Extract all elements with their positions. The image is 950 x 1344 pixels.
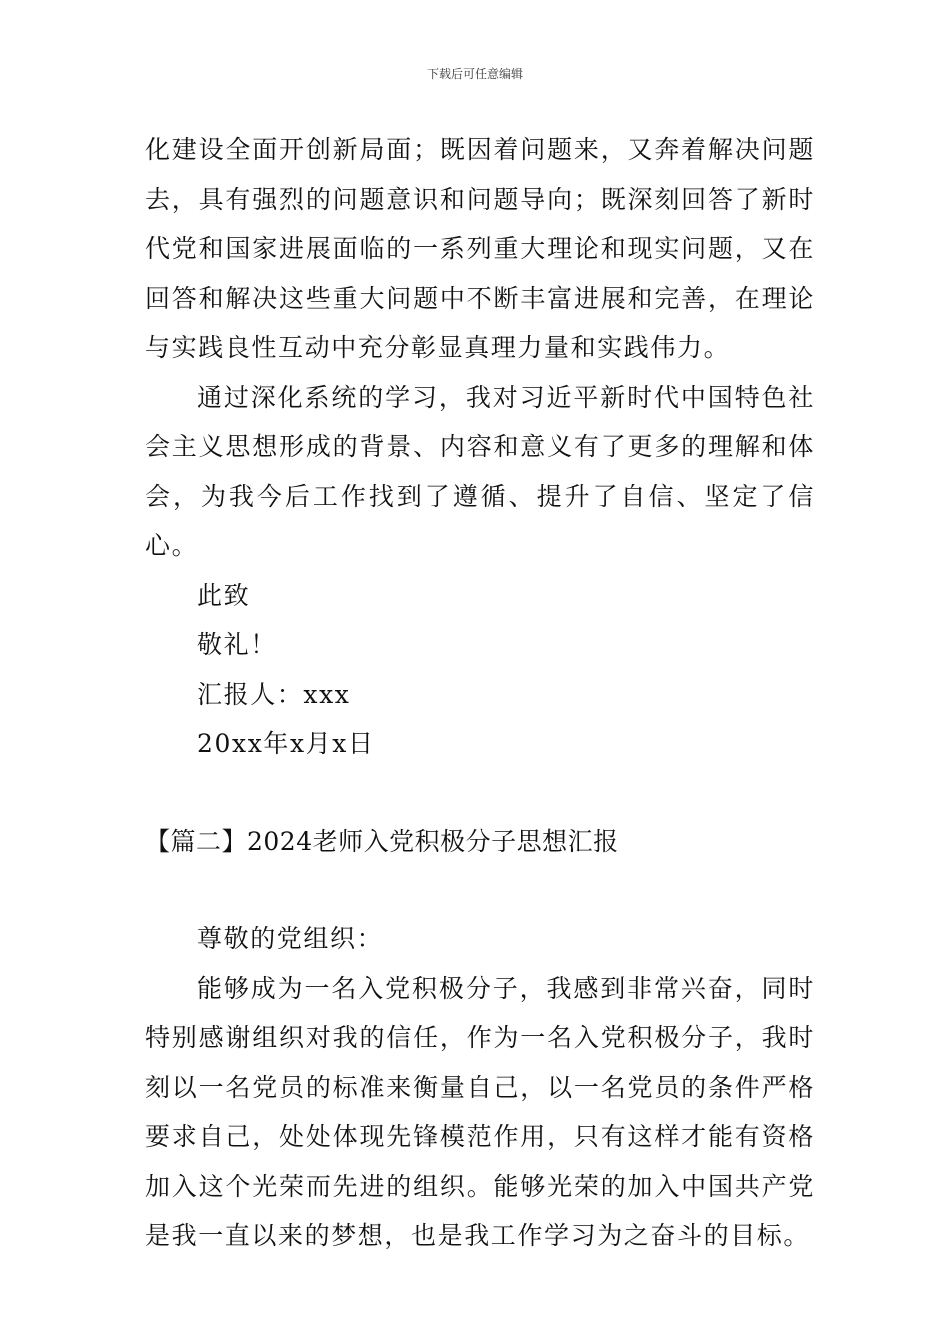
closing-jingli: 敬礼！ xyxy=(197,630,277,659)
date-line: 20xx年x月x日 xyxy=(197,729,375,758)
page-header: 下载后可任意编辑 xyxy=(426,67,523,81)
closing-cizhi: 此致 xyxy=(197,580,251,610)
section-heading: 【篇二】2024老师入党积极分子思想汇报 xyxy=(145,826,619,856)
document-body xyxy=(145,125,815,1261)
paragraph-study: 通过深化系统的学习，我对习近平新时代中国特色社会主义思想形成的背景、内容和意义有了更多的理解和体会，为我今后工作找到了遵循、提升了自信、坚定了信心。 xyxy=(145,382,815,560)
paragraph-continuation: 化建设全面开创新局面；既因着问题来，又奔着解决问题去，具有强烈的问题意识和问题导向；既深刻回答了新时代党和国家进展面临的一系列重大理论和现实问题，又在回答和解决这些重大问题中不断丰富进展和完善，在理论与实践良性互动中充分彰显真理力量和实践伟力。 xyxy=(145,135,815,362)
salutation: 尊敬的党组织： xyxy=(197,924,384,953)
reporter-line: 汇报人：xxx xyxy=(197,679,351,709)
paragraph-activist: 能够成为一名入党积极分子，我感到非常兴奋，同时特别感谢组织对我的信任，作为一名入党积极分子，我时刻以一名党员的标准来衡量自己，以一名党员的条件严格要求自己，处处体现先锋模范作用，只有这样才能有资格加入这个光荣而先进的组织。能够光荣的加入中国共产党是我一直以来的梦想，也是我工作学习为之奋斗的目标。 xyxy=(145,973,815,1250)
